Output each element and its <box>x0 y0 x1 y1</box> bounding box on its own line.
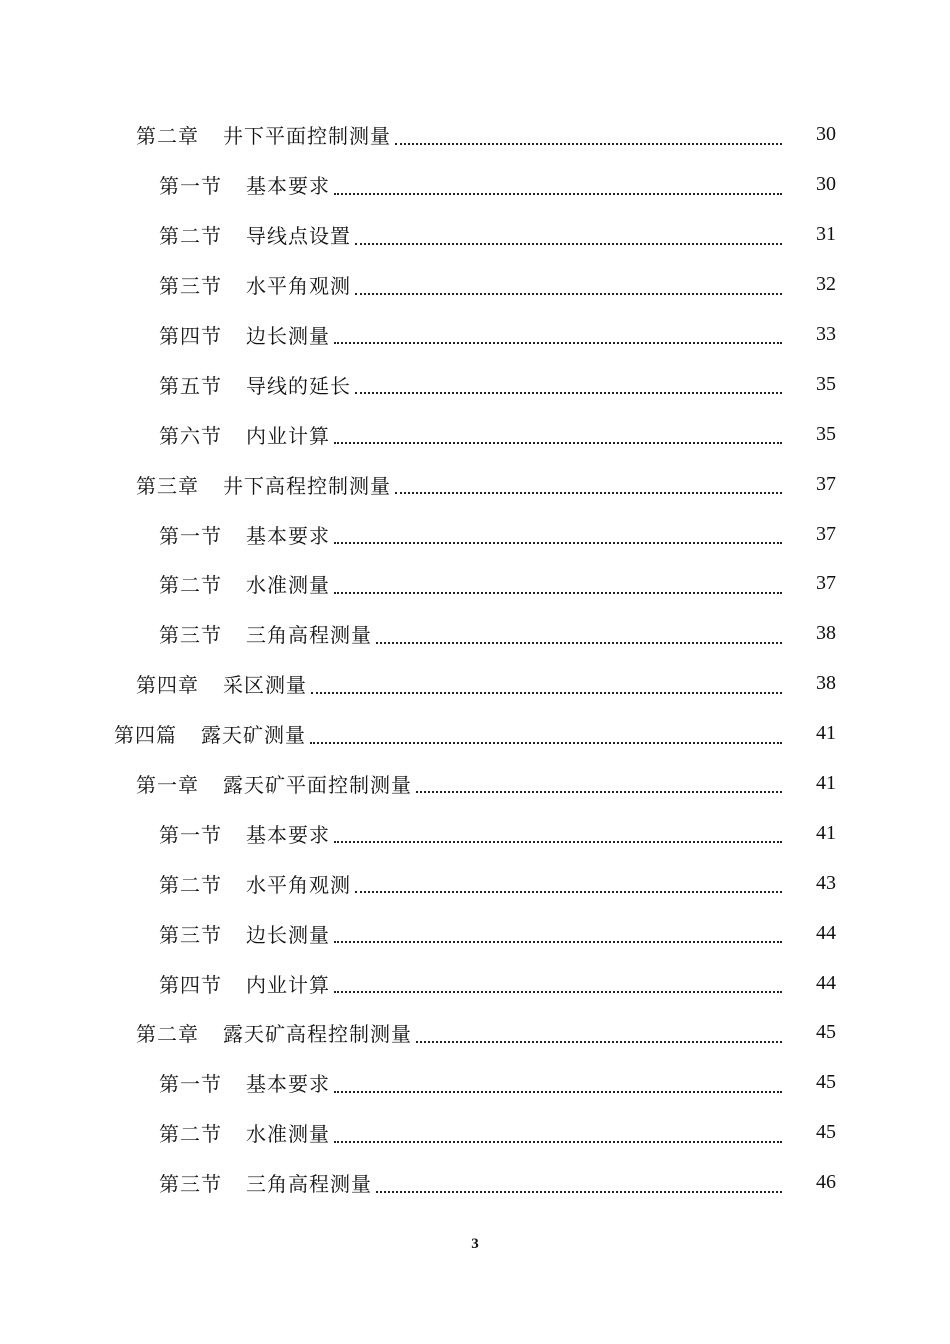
toc-entry[interactable] <box>0 1108 950 1158</box>
dot-leader <box>334 840 782 843</box>
toc-entry-title: 露天矿平面控制测量 <box>223 773 412 798</box>
toc-entry-page: 37 <box>816 472 836 495</box>
toc-entry-title: 导线的延长 <box>246 373 351 398</box>
toc-entry-number: 第四篇 <box>114 723 177 748</box>
dot-leader <box>334 1140 782 1143</box>
toc-entry[interactable] <box>0 459 950 509</box>
dot-leader <box>334 940 782 943</box>
toc-entry[interactable] <box>0 1158 950 1208</box>
toc-entry[interactable] <box>0 359 950 409</box>
toc-entry-page: 44 <box>816 971 836 994</box>
toc-entry[interactable] <box>0 609 950 659</box>
table-of-contents <box>0 110 950 1208</box>
toc-entry-page: 30 <box>816 173 836 196</box>
toc-entry-page: 45 <box>816 1071 836 1094</box>
toc-entry-title: 水准测量 <box>246 1122 330 1147</box>
toc-entry-number: 第三节 <box>159 623 222 648</box>
toc-entry-number: 第三节 <box>159 274 222 299</box>
dot-leader <box>355 391 782 394</box>
toc-entry-number: 第四章 <box>136 673 199 698</box>
toc-entry-page: 33 <box>816 323 836 345</box>
toc-entry-number: 第三章 <box>136 473 199 498</box>
toc-entry-number: 第四节 <box>159 324 222 348</box>
toc-entry-title: 基本要求 <box>246 523 330 548</box>
page-number: 3 <box>471 1236 479 1252</box>
toc-entry-page: 44 <box>816 921 836 944</box>
toc-entry-number: 第二章 <box>136 1022 199 1047</box>
toc-entry[interactable] <box>0 509 950 559</box>
toc-entry-page: 31 <box>816 223 836 246</box>
toc-entry-page: 41 <box>816 722 836 745</box>
toc-entry[interactable] <box>0 759 950 809</box>
toc-entry[interactable] <box>0 310 950 360</box>
dot-leader <box>416 790 782 793</box>
toc-entry[interactable] <box>0 260 950 310</box>
toc-entry-page: 45 <box>816 1021 836 1044</box>
dot-leader <box>416 1040 782 1043</box>
toc-entry-number: 第二节 <box>159 224 222 249</box>
dot-leader <box>355 292 782 295</box>
toc-entry-title: 导线点设置 <box>246 224 351 249</box>
toc-entry-page: 46 <box>816 1171 836 1194</box>
toc-entry-title: 边长测量 <box>246 922 330 947</box>
toc-entry-title: 水平角观测 <box>246 872 351 897</box>
toc-entry-number: 第一节 <box>159 174 222 199</box>
toc-entry-number: 第一节 <box>159 1072 222 1097</box>
toc-entry-title: 基本要求 <box>246 174 330 199</box>
dot-leader <box>311 691 782 694</box>
toc-entry-title: 边长测量 <box>246 324 330 348</box>
toc-entry-page: 37 <box>816 522 836 545</box>
dot-leader <box>395 142 782 145</box>
toc-entry-page: 43 <box>816 871 836 894</box>
toc-entry-title: 基本要求 <box>246 822 330 847</box>
dot-leader <box>334 541 782 544</box>
toc-entry-page: 37 <box>816 572 836 595</box>
toc-entry[interactable] <box>0 559 950 609</box>
dot-leader <box>334 990 782 993</box>
toc-entry-title: 水平角观测 <box>246 274 351 299</box>
toc-entry-page: 32 <box>816 273 836 296</box>
toc-entry-number: 第三节 <box>159 922 222 947</box>
toc-entry-page: 45 <box>816 1121 836 1144</box>
toc-entry-number: 第二节 <box>159 872 222 897</box>
toc-entry-title: 三角高程测量 <box>246 623 372 648</box>
toc-entry-page: 30 <box>816 123 836 146</box>
toc-entry[interactable] <box>0 908 950 958</box>
toc-entry-number: 第六节 <box>159 423 222 448</box>
toc-entry[interactable] <box>0 110 950 160</box>
toc-entry-number: 第五节 <box>159 373 222 398</box>
toc-entry-number: 第二节 <box>159 1122 222 1147</box>
dot-leader <box>376 641 782 644</box>
toc-entry[interactable] <box>0 958 950 1008</box>
toc-entry-title: 露天矿高程控制测量 <box>223 1022 412 1047</box>
toc-entry-title: 内业计算 <box>246 972 330 997</box>
dot-leader <box>334 1090 782 1093</box>
toc-entry-page: 38 <box>816 622 836 645</box>
toc-entry-page: 35 <box>816 372 836 395</box>
toc-entry-title: 水准测量 <box>246 573 330 598</box>
toc-entry[interactable] <box>0 160 950 210</box>
toc-entry-number: 第一节 <box>159 523 222 548</box>
dot-leader <box>334 591 782 594</box>
toc-entry[interactable] <box>0 409 950 459</box>
toc-entry-page: 41 <box>816 772 836 795</box>
toc-entry-number: 第三节 <box>159 1172 222 1197</box>
toc-entry-page: 41 <box>816 821 836 844</box>
dot-leader <box>334 341 782 344</box>
toc-entry-title: 三角高程测量 <box>246 1172 372 1197</box>
dot-leader <box>376 1190 782 1193</box>
toc-entry-title: 内业计算 <box>246 423 330 448</box>
dot-leader <box>395 491 782 494</box>
toc-entry-number: 第一章 <box>136 773 199 798</box>
toc-entry[interactable] <box>0 709 950 759</box>
toc-entry[interactable] <box>0 1008 950 1058</box>
toc-entry-number: 第二章 <box>136 124 199 149</box>
dot-leader <box>334 441 782 444</box>
toc-entry[interactable] <box>0 808 950 858</box>
toc-entry[interactable] <box>0 659 950 709</box>
dot-leader <box>355 890 782 893</box>
toc-entry-number: 第一节 <box>159 822 222 847</box>
toc-entry[interactable] <box>0 858 950 908</box>
toc-entry-number: 第四节 <box>159 972 222 997</box>
toc-entry-title: 井下平面控制测量 <box>223 124 391 149</box>
dot-leader <box>310 741 782 744</box>
toc-entry[interactable] <box>0 210 950 260</box>
toc-entry-page: 35 <box>816 422 836 445</box>
toc-entry-title: 井下高程控制测量 <box>223 473 391 498</box>
toc-entry-title: 露天矿测量 <box>201 723 306 748</box>
toc-entry[interactable] <box>0 1058 950 1108</box>
toc-entry-title: 基本要求 <box>246 1072 330 1097</box>
dot-leader <box>355 242 782 245</box>
toc-entry-page: 38 <box>816 672 836 695</box>
toc-entry-number: 第二节 <box>159 573 222 598</box>
toc-entry-title: 采区测量 <box>223 673 307 698</box>
dot-leader <box>334 192 782 195</box>
